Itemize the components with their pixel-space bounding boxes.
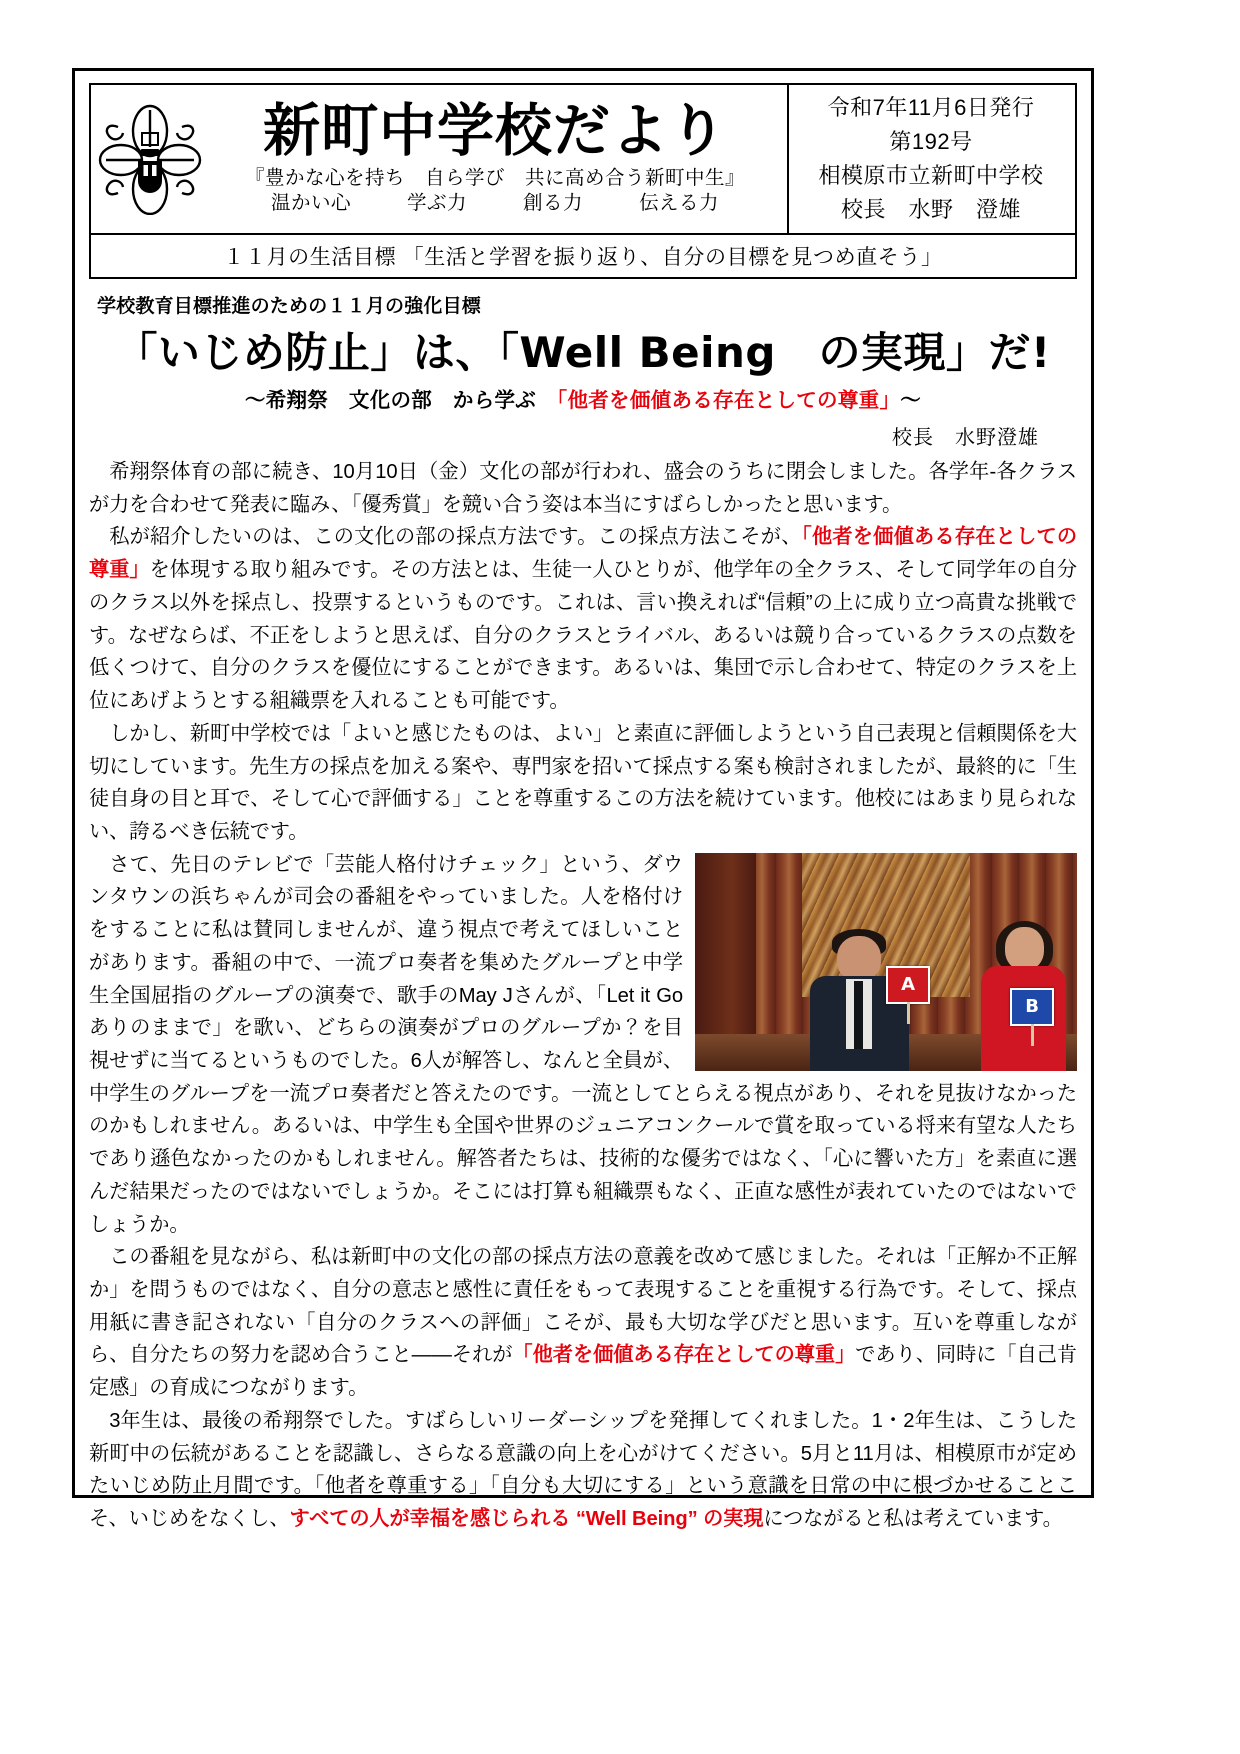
newsletter-title: 新町中学校だより — [263, 98, 727, 165]
page-content — [75, 71, 1091, 1531]
article-headline: 「いじめ防止」は、「Well Being の実現」だ! — [115, 328, 1051, 377]
masthead-left — [91, 85, 789, 233]
paragraph-6-emphasis: すべての人が幸福を感じられる “Well Being” の実現 — [289, 1508, 764, 1531]
paragraph-1: 希翔祭体育の部に続き、10月10日（金）文化の部が行われ、盛会のうちに閉会しました。各学年-各クラスが力を合わせて発表に臨み、「優秀賞」を競い合う姿は本当にすばらしかったと思います。 — [89, 461, 1077, 516]
monthly-goal-bar: １１月の生活目標 「生活と学習を振り返り、自分の目標を見つめ直そう」 — [89, 235, 1077, 279]
paragraph-2-part-b: を体現する取り組みです。その方法とは、生徒一人ひとりが、他学年の全クラス、そして同学年の自分のクラス以外を採点し、投票するというものです。これは、言い換えれば“信頼”の上に成り立つ高貴な挑戦です。なぜならば、不正をしようと思えば、自分のクラスとライバル、あるいは競り合っているクラスの点数を低くつけて、自分のクラスを優位にすることができます。あるいは、集団で示し合わせて、特定のクラスを上位にあげようとする組織票を入れることも可能です。 — [89, 559, 1078, 713]
school-motto: 『豊かな心を持ち 自ら学び 共に高め合う新町中生』 — [244, 167, 745, 190]
paragraph-5-part-b: であり、同時に「自己肯定感」の育成につながります。 — [89, 1344, 1077, 1400]
paddle-b-label: B — [1025, 996, 1039, 1018]
issue-date: 令和7年11月6日発行 — [827, 94, 1035, 120]
paddle-b-handle — [1031, 1024, 1034, 1046]
motto-word-4: 伝える力 — [638, 191, 719, 214]
newsletter-page — [72, 68, 1094, 1531]
title-cell — [209, 85, 787, 233]
paragraph-4: さて、先日のテレビで「芸能人格付けチェック」という、ダウンタウンの浜ちゃんが司会の番組をやっていました。人を格付けをすることに私は賛同しませんが、違う視点で考えてほしいことがあります。番組の中で、一流プロ奏者を集めたグループと中学生全国屈指のグループの演奏で、歌手のMay Jさんが、「Let it Go ありのままで」を歌い、どちらの演奏がプロのグループか？を目視せずに当てるというものでした。6人が解答し、なんと全員が、中学生のグループを一流プロ奏者だと答えたのです。一流としてとらえる視点があり、それを見抜けなかったのかもしれません。あるいは、中学生も全国や世界のジュニアコンクールで賞を取っている将来有望な人たちであり遜色なかったのかもしれません。解答者たちは、技術的な優劣ではなく、「心に響いた方」を素直に選んだ結果だったのではないでしょうか。そこには打算も組織票もなく、正直な感性が表れていたのではないでしょうか。 — [89, 853, 1077, 1236]
subhead-suffix: 〜 — [900, 389, 922, 413]
subhead-prefix: 〜希翔祭 文化の部 から学ぶ — [244, 389, 557, 413]
paragraph-2-emphasis: 「他者を価値ある存在としての尊重」 — [89, 526, 1077, 582]
paragraph-2-part-a: 私が紹介したいのは、この文化の部の採点方法です。この採点方法こそが、 — [109, 526, 802, 549]
masthead-right — [789, 85, 1075, 233]
paragraph-6-part-a: 3年生は、最後の希翔祭でした。すばらしいリーダーシップを発揮してくれました。1・2年生は、こうした新町中の伝統があることを認識し、さらなる意識の向上を心がけてください。5月と11月は、相模原市が定めたいじめ防止月間です。「他者を尊重する」「自分も大切にする」という意識を日常の中に根づかせることこそ、いじめをなくし、 — [89, 1409, 1077, 1531]
paragraph-2 — [89, 521, 1077, 717]
male-head — [837, 936, 881, 982]
paddle-a-handle — [907, 1002, 910, 1024]
principal-name: 校長 水野 澄雄 — [840, 197, 1021, 223]
male-tie — [854, 981, 863, 1049]
paragraph-5 — [89, 1241, 1077, 1405]
female-head — [1005, 927, 1044, 970]
article-byline: 校長 水野澄雄 — [892, 427, 1039, 450]
paragraph-5-part-a: この番組を見ながら、私は新町中の文化の部の採点方法の意義を改めて感じました。それは「正解か不正解か」を問うものではなく、自分の意志と感性に責任をもって表現することを重視する行為です。そして、採点用紙に書き記されない「自分のクラスへの評価」こそが、最も大切な学びだと思います。互いを尊重しながら、自分たちの努力を認め合うこと——それが — [89, 1246, 1077, 1367]
answer-paddle-b — [1010, 988, 1054, 1026]
tv-show-photo — [695, 853, 1077, 1071]
paragraph-6 — [89, 1405, 1077, 1536]
motto-word-2: 学ぶ力 — [406, 191, 467, 214]
motto-word-3: 創る力 — [522, 191, 583, 214]
issue-number: 第192号 — [889, 128, 973, 154]
article-body — [89, 456, 1077, 1536]
school-crest-icon — [98, 103, 202, 215]
emblem-cell — [91, 85, 209, 233]
paragraph-6-part-b: につながると私は考えています。 — [763, 1508, 1063, 1531]
answer-paddle-a — [886, 966, 930, 1004]
subhead-emphasis: 「他者を価値ある存在としての尊重」 — [556, 389, 901, 413]
paragraph-3: しかし、新町中学校では「よいと感じたものは、よい」と素直に評価しようという自己表現と信頼関係を大切にしています。先生方の採点を加える案や、専門家を招いて採点する案も検討されましたが、最終的に「生徒自身の目と耳で、そして心で評価する」ことを尊重するこの方法を続けています。他校にはあまり見られない、誇るべき伝統です。 — [89, 722, 1077, 843]
section-label: 学校教育目標推進のための１１月の強化目標 — [97, 296, 482, 317]
article-subheadline — [89, 383, 1077, 413]
paddle-a-label: A — [901, 974, 915, 996]
masthead — [89, 83, 1077, 235]
motto-word-1: 温かい心 — [270, 191, 351, 214]
school-name: 相模原市立新町中学校 — [818, 163, 1044, 188]
motto-keywords — [209, 191, 781, 216]
paragraph-5-emphasis: 「他者を価値ある存在としての尊重」 — [512, 1344, 856, 1367]
